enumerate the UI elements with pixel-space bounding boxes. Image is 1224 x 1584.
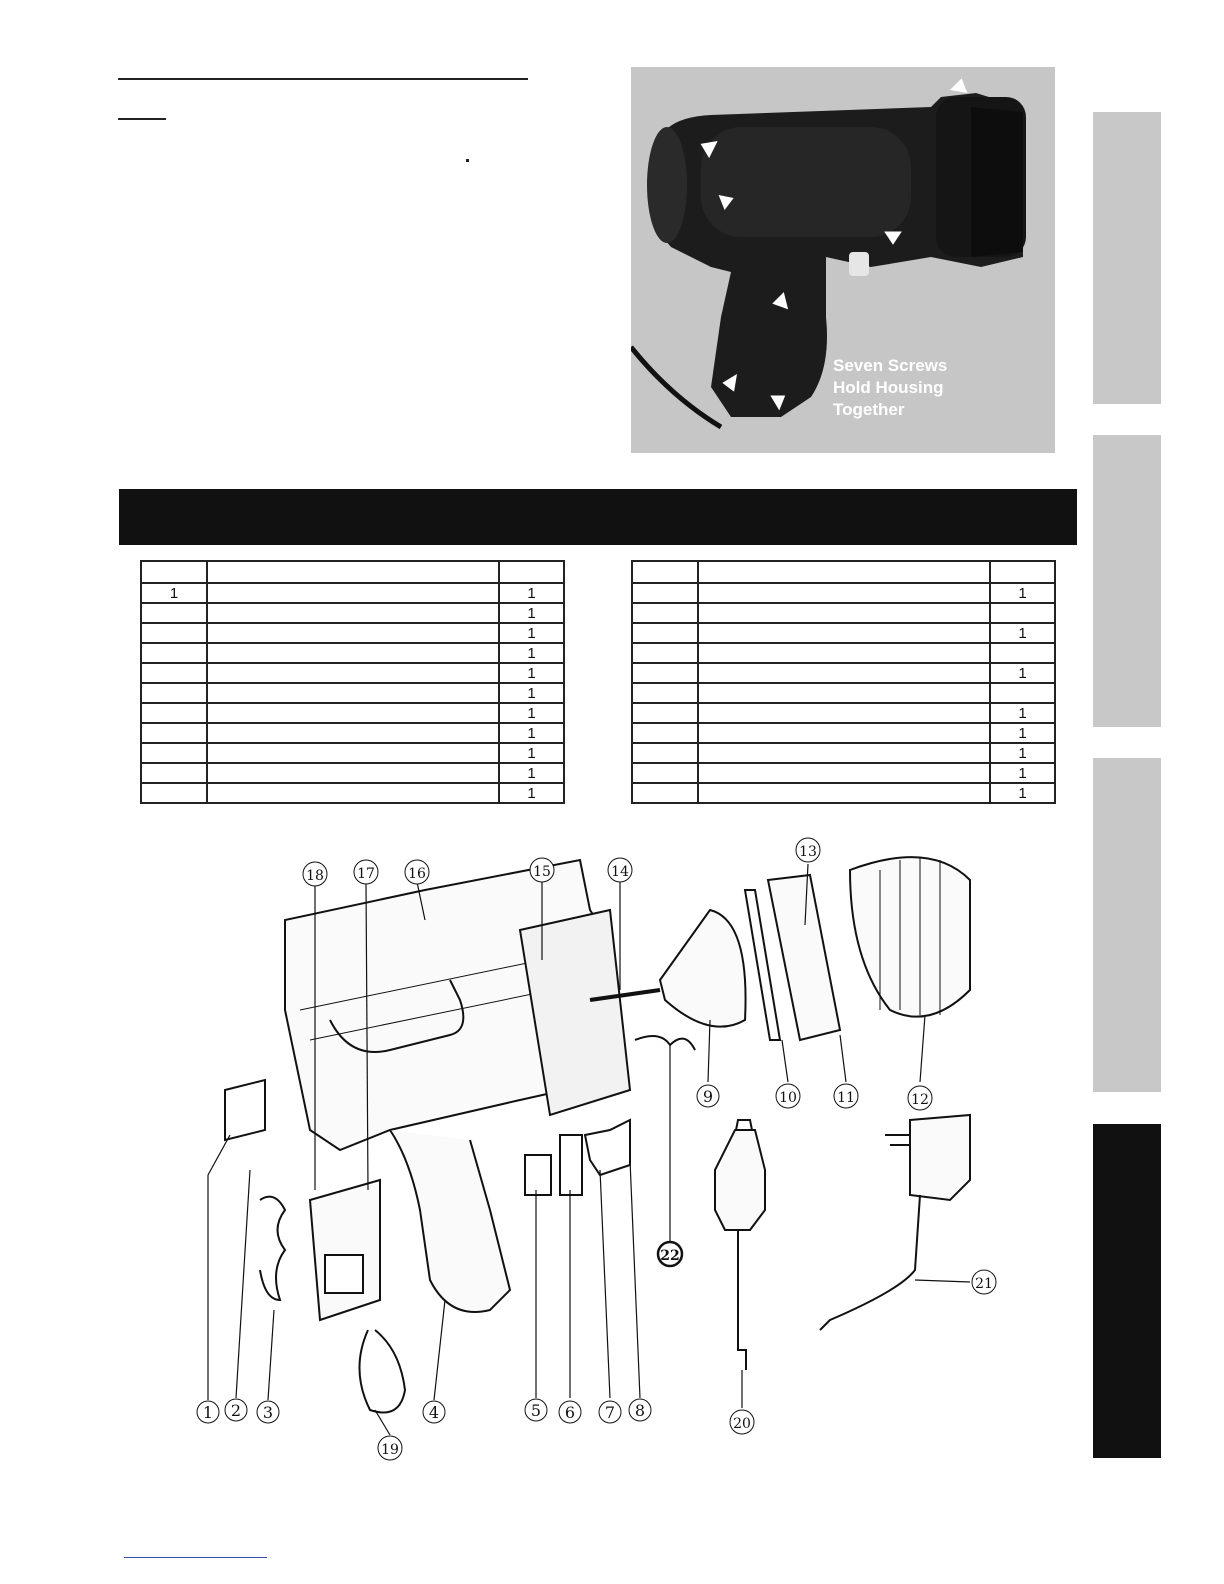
description-cell xyxy=(698,703,990,723)
housing-photo xyxy=(631,67,1055,453)
table-row xyxy=(632,743,1055,763)
qty-cell: 1 xyxy=(990,743,1055,763)
description-cell xyxy=(207,683,499,703)
table-row xyxy=(632,603,1055,623)
svg-text:1: 1 xyxy=(202,1403,214,1422)
svg-text:15: 15 xyxy=(533,864,551,880)
part-cell: 1 xyxy=(141,583,207,603)
description-cell xyxy=(207,583,499,603)
side-tab-3[interactable] xyxy=(1093,758,1161,1092)
part-cell xyxy=(141,643,207,663)
svg-text:14: 14 xyxy=(611,864,629,880)
part-cell xyxy=(141,763,207,783)
qty-cell: 1 xyxy=(499,703,564,723)
qty-cell: 1 xyxy=(499,743,564,763)
callout-22 xyxy=(658,1242,682,1266)
svg-text:5: 5 xyxy=(530,1401,542,1420)
side-tab-1[interactable] xyxy=(1093,112,1161,404)
side-tab-2[interactable] xyxy=(1093,435,1161,727)
part-cell xyxy=(141,783,207,803)
part-cell xyxy=(632,603,698,623)
qty-cell: 1 xyxy=(990,663,1055,683)
table-row xyxy=(141,643,564,663)
part-cell xyxy=(141,723,207,743)
table-row xyxy=(141,763,564,783)
qty-cell: 1 xyxy=(499,583,564,603)
description-cell xyxy=(698,723,990,743)
header-description xyxy=(698,561,990,583)
part-cell xyxy=(632,683,698,703)
side-tab-4-active[interactable] xyxy=(1093,1124,1161,1458)
table-header-row xyxy=(141,561,564,583)
qty-cell: 1 xyxy=(499,723,564,743)
heading-rule xyxy=(118,78,528,80)
svg-text:20: 20 xyxy=(733,1416,751,1432)
description-cell xyxy=(698,663,990,683)
callout-6 xyxy=(559,1401,581,1423)
callout-21 xyxy=(972,1270,996,1294)
svg-text:18: 18 xyxy=(306,868,324,884)
svg-text:2: 2 xyxy=(230,1401,242,1420)
table-row xyxy=(141,683,564,703)
qty-cell xyxy=(990,643,1055,663)
table-row xyxy=(141,623,564,643)
qty-cell: 1 xyxy=(499,603,564,623)
exploded-parts-diagram xyxy=(190,830,1030,1470)
qty-cell: 1 xyxy=(990,783,1055,803)
description-cell xyxy=(698,623,990,643)
table-row xyxy=(141,603,564,623)
qty-cell: 1 xyxy=(499,623,564,643)
table-row xyxy=(632,723,1055,743)
part-cell xyxy=(141,623,207,643)
svg-text:17: 17 xyxy=(357,866,375,882)
description-cell xyxy=(207,603,499,623)
callout-15 xyxy=(530,858,554,882)
svg-text:12: 12 xyxy=(911,1092,929,1108)
table-row xyxy=(632,663,1055,683)
callout-19 xyxy=(378,1436,402,1460)
description-cell xyxy=(207,743,499,763)
table-row xyxy=(632,703,1055,723)
part-cell xyxy=(141,683,207,703)
description-cell xyxy=(698,763,990,783)
table-row xyxy=(632,683,1055,703)
svg-text:10: 10 xyxy=(779,1090,797,1106)
svg-text:21: 21 xyxy=(975,1276,993,1292)
callout-2 xyxy=(225,1399,247,1421)
svg-text:4: 4 xyxy=(428,1403,440,1422)
description-cell xyxy=(207,663,499,683)
callout-3 xyxy=(257,1401,279,1423)
description-cell xyxy=(698,603,990,623)
description-cell xyxy=(207,703,499,723)
part-cell xyxy=(141,703,207,723)
description-cell xyxy=(207,643,499,663)
part-cell xyxy=(141,743,207,763)
part-cell xyxy=(632,583,698,603)
svg-text:8: 8 xyxy=(634,1401,646,1420)
part-cell xyxy=(632,623,698,643)
footer-link-underline[interactable] xyxy=(124,1557,267,1558)
qty-cell: 1 xyxy=(990,763,1055,783)
spotlight-exploded-view xyxy=(190,830,1030,1470)
qty-cell: 1 xyxy=(990,723,1055,743)
svg-text:22: 22 xyxy=(660,1248,680,1264)
header-qty xyxy=(499,561,564,583)
qty-cell: 1 xyxy=(499,763,564,783)
heading-rule-short xyxy=(118,118,166,120)
table-row xyxy=(141,723,564,743)
header-part xyxy=(141,561,207,583)
description-cell xyxy=(698,583,990,603)
callout-13 xyxy=(796,838,820,862)
table-row xyxy=(632,643,1055,663)
table-row xyxy=(632,763,1055,783)
part-cell xyxy=(632,703,698,723)
table-row xyxy=(632,783,1055,803)
svg-text:6: 6 xyxy=(564,1403,576,1422)
photo-caption: Seven Screws Hold Housing Together xyxy=(833,356,948,419)
svg-text:3: 3 xyxy=(262,1403,274,1422)
svg-text:7: 7 xyxy=(604,1403,616,1422)
part-cell xyxy=(632,743,698,763)
description-cell xyxy=(698,643,990,663)
parts-list-right xyxy=(631,560,1056,804)
description-cell xyxy=(698,783,990,803)
callout-14 xyxy=(608,858,632,882)
part-cell xyxy=(141,663,207,683)
callout-1 xyxy=(197,1401,219,1423)
header-qty xyxy=(990,561,1055,583)
table-row xyxy=(141,663,564,683)
qty-cell xyxy=(990,683,1055,703)
part-cell xyxy=(141,603,207,623)
table-header-row xyxy=(632,561,1055,583)
qty-cell xyxy=(990,603,1055,623)
table-row xyxy=(141,743,564,763)
part-cell xyxy=(632,723,698,743)
svg-text:13: 13 xyxy=(799,844,817,860)
callout-18 xyxy=(303,862,327,886)
callout-5 xyxy=(525,1399,547,1421)
svg-text:16: 16 xyxy=(408,866,426,882)
table-row xyxy=(141,783,564,803)
description-cell xyxy=(207,623,499,643)
qty-cell: 1 xyxy=(990,583,1055,603)
callout-7 xyxy=(599,1401,621,1423)
callout-10 xyxy=(776,1084,800,1108)
callout-8 xyxy=(629,1399,651,1421)
part-cell xyxy=(632,643,698,663)
svg-text:9: 9 xyxy=(702,1087,714,1106)
qty-cell: 1 xyxy=(990,703,1055,723)
header-description xyxy=(207,561,499,583)
header-part xyxy=(632,561,698,583)
callout-11 xyxy=(834,1084,858,1108)
description-cell xyxy=(207,723,499,743)
svg-text:19: 19 xyxy=(381,1442,399,1458)
description-cell xyxy=(698,743,990,763)
part-cell xyxy=(632,663,698,683)
description-cell xyxy=(207,783,499,803)
part-cell xyxy=(632,783,698,803)
callout-17 xyxy=(354,860,378,884)
callout-12 xyxy=(908,1086,932,1110)
qty-cell: 1 xyxy=(499,663,564,683)
table-row xyxy=(632,623,1055,643)
qty-cell: 1 xyxy=(990,623,1055,643)
section-banner xyxy=(119,489,1077,545)
table-row xyxy=(632,583,1055,603)
part-cell xyxy=(632,763,698,783)
callout-4 xyxy=(423,1401,445,1423)
description-cell xyxy=(207,763,499,783)
table-row xyxy=(141,583,564,603)
callout-20 xyxy=(730,1410,754,1434)
qty-cell: 1 xyxy=(499,783,564,803)
svg-text:11: 11 xyxy=(837,1090,855,1106)
description-cell xyxy=(698,683,990,703)
parts-list-left xyxy=(140,560,565,804)
callout-16 xyxy=(405,860,429,884)
qty-cell: 1 xyxy=(499,643,564,663)
text-fragment-dot xyxy=(466,159,469,162)
table-row xyxy=(141,703,564,723)
callout-9 xyxy=(697,1085,719,1107)
qty-cell: 1 xyxy=(499,683,564,703)
